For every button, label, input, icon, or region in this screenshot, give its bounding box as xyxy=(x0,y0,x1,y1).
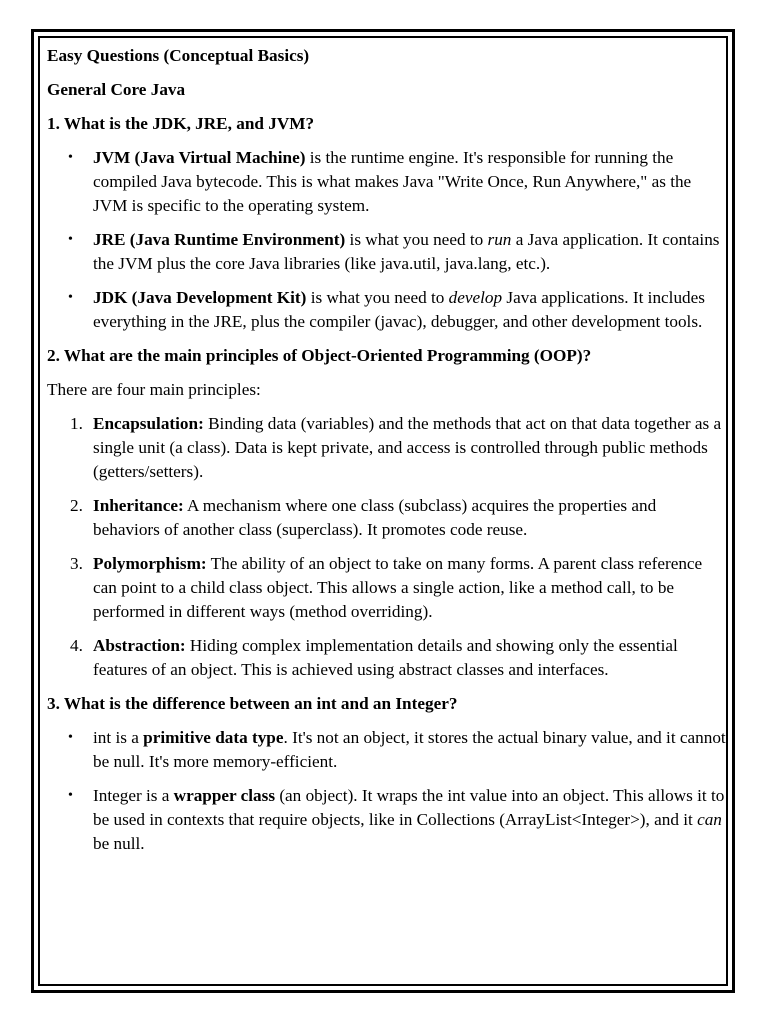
question-2-intro: There are four main principles: xyxy=(47,380,261,399)
question-3-heading: 3. What is the difference between an int and an Integer? xyxy=(47,694,458,713)
list-item: • JVM (Java Virtual Machine) is the runtime engine. It's responsible for running the compiled Java bytecode. This is what makes Java "Write Once, Run Anywhere," as the JVM is specific to the operating system. xyxy=(47,146,727,218)
list-item: • Integer is a wrapper class (an object). It wraps the int value into an object. This allows it to be used in contexts that require objects, like in Collections (ArrayList<Integer>), and it can be null. xyxy=(47,784,727,856)
question-1-heading: 1. What is the JDK, JRE, and JVM? xyxy=(47,114,315,133)
question-2-list xyxy=(47,412,727,682)
list-item: 3. Polymorphism: The ability of an object to take on many forms. A parent class reference can point to a child class object. This allows a single action, like a method call, to be performed in different ways (method overriding). xyxy=(70,554,703,621)
question-3-list xyxy=(47,726,727,856)
list-item: 4. Abstraction: Hiding complex implementation details and showing only the essential features of an object. This is achieved using abstract classes and interfaces. xyxy=(70,636,678,679)
list-item: 1. Encapsulation: Binding data (variables) and the methods that act on that data together as a single unit (a class). Data is kept private, and access is controlled through public methods (getters/setters). xyxy=(70,414,722,481)
section-title: Easy Questions (Conceptual Basics) xyxy=(47,46,310,65)
list-item: • int is a primitive data type. It's not an object, it stores the actual binary value, and it cannot be null. It's more memory-efficient. xyxy=(47,726,727,774)
question-1-list xyxy=(47,146,727,334)
list-item: • JDK (Java Development Kit) is what you need to develop Java applications. It includes everything in the JRE, plus the compiler (javac), debugger, and other development tools. xyxy=(47,286,727,334)
subsection-title: General Core Java xyxy=(47,80,186,99)
document-body xyxy=(47,44,727,856)
list-item: • JRE (Java Runtime Environment) is what you need to run a Java application. It contains the JVM plus the core Java libraries (like java.util, java.lang, etc.). xyxy=(47,228,727,276)
list-item: 2. Inheritance: A mechanism where one class (subclass) acquires the properties and behaviors of another class (superclass). It promotes code reuse. xyxy=(70,496,657,539)
question-2-heading: 2. What are the main principles of Object-Oriented Programming (OOP)? xyxy=(47,346,592,365)
